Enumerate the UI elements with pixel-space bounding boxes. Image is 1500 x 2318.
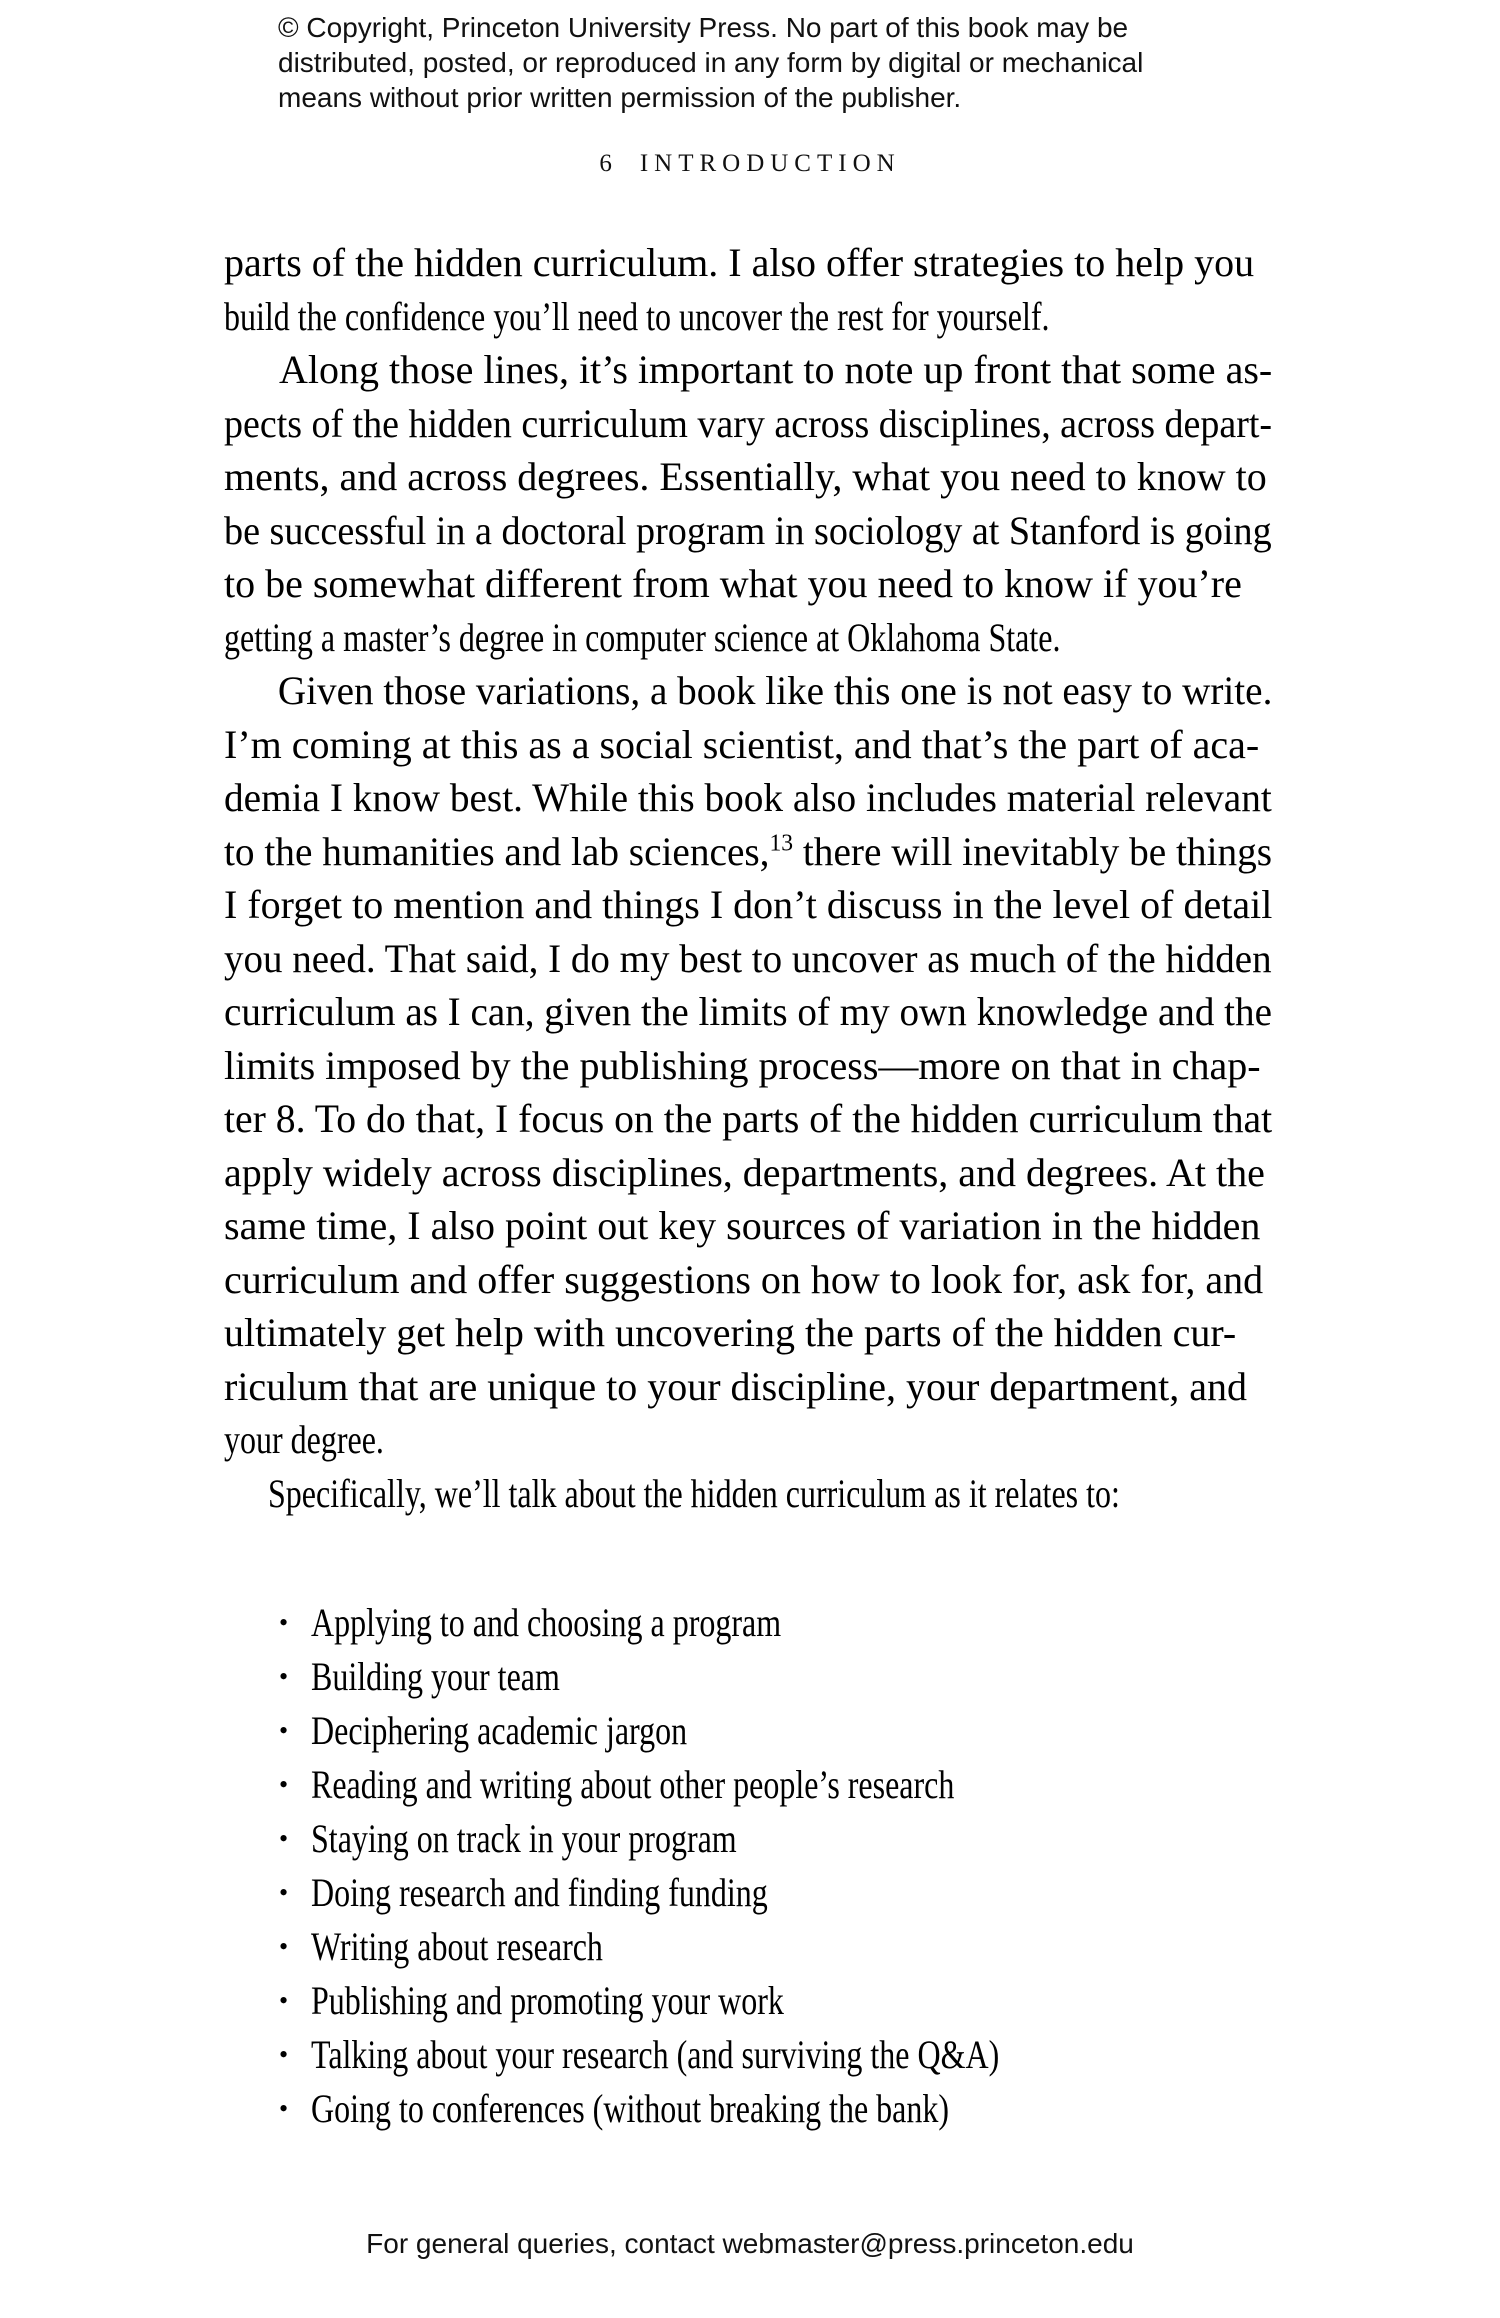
body-line: Specifically, we’ll talk about the hidden curriculum as it relates to:	[268, 1470, 1120, 1516]
bullet-icon: •	[279, 1878, 289, 1907]
topic-list	[224, 1596, 1272, 2136]
body-line: to be somewhat different from what you need to know if you’re	[224, 561, 1242, 606]
copyright-line: distributed, posted, or reproduced in any form by digital or mechanical	[278, 47, 1144, 78]
list-item-text: Doing research and finding funding	[311, 1870, 768, 1915]
footer-text: For general queries, contact webmaster@press.princeton.edu	[366, 2228, 1134, 2259]
body-line: your degree.	[224, 1417, 384, 1462]
body-line: I forget to mention and things I don’t discuss in the level of detail	[224, 882, 1273, 927]
bullet-icon: •	[279, 1608, 289, 1637]
body-line: I’m coming at this as a social scientist, and that’s the part of aca-	[224, 721, 1260, 767]
list-item-text: Applying to and choosing a program	[311, 1600, 782, 1645]
body-line: ments, and across degrees. Essentially, what you need to know to	[224, 454, 1267, 499]
body-line: curriculum and offer suggestions on how to look for, ask for, and	[224, 1256, 1264, 1302]
bullet-icon: •	[279, 1824, 289, 1853]
body-line: same time, I also point out key sources of variation in the hidden	[224, 1203, 1261, 1248]
body-line: apply widely across disciplines, departments, and degrees. At the	[224, 1149, 1265, 1195]
list-item	[224, 1650, 1272, 1704]
page-number: 6	[599, 150, 612, 177]
copyright-notice	[278, 10, 1143, 115]
bullet-icon: •	[279, 1932, 289, 1961]
body-line: Along those lines, it’s important to note up front that some as-	[279, 347, 1273, 392]
list-item-text: Going to conferences (without breaking the bank)	[311, 2086, 950, 2131]
body-line: riculum that are unique to your discipline, your department, and	[224, 1363, 1248, 1409]
bullet-icon: •	[279, 1770, 289, 1799]
list-item-text: Talking about your research (and surviving the Q&A)	[311, 2032, 1000, 2077]
list-item	[224, 1596, 1272, 1650]
body-text	[224, 236, 1272, 2136]
body-line-text: to the humanities and lab sciences,	[224, 828, 770, 874]
body-line: curriculum as I can, given the limits of my own knowledge and the	[224, 989, 1272, 1034]
list-item-text: Publishing and promoting your work	[311, 1978, 784, 2023]
list-item-text: Building your team	[311, 1654, 560, 1699]
list-item	[224, 2082, 1272, 2136]
body-line: Given those variations, a book like this one is not easy to write.	[277, 668, 1273, 713]
list-item-text: Writing about research	[311, 1924, 603, 1969]
footnote-reference: 13	[769, 830, 794, 857]
bullet-icon: •	[279, 1716, 289, 1745]
body-line: parts of the hidden curriculum. I also offer strategies to help you	[224, 240, 1255, 285]
list-item	[224, 2028, 1272, 2082]
list-item	[224, 1866, 1272, 1920]
footer-contact	[0, 2228, 1500, 2260]
running-header	[0, 150, 1500, 178]
body-line: be successful in a doctoral program in sociology at Stanford is going	[224, 507, 1272, 553]
list-item	[224, 1704, 1272, 1758]
list-item-text: Deciphering academic jargon	[311, 1708, 688, 1753]
list-item	[224, 1758, 1272, 1812]
body-line: ultimately get help with uncovering the parts of the hidden cur-	[224, 1310, 1237, 1355]
body-line: build the confidence you’ll need to uncover the rest for yourself.	[224, 293, 1050, 339]
body-line: you need. That said, I do my best to uncover as much of the hidden	[224, 935, 1272, 981]
bullet-icon: •	[279, 1662, 289, 1691]
body-line: pects of the hidden curriculum vary across disciplines, across depart-	[224, 400, 1273, 446]
list-item-text: Staying on track in your program	[311, 1816, 737, 1861]
body-line: demia I know best. While this book also includes material relevant	[224, 775, 1272, 820]
list-item	[224, 1920, 1272, 1974]
list-item	[224, 1812, 1272, 1866]
copyright-line: © Copyright, Princeton University Press. No part of this book may be	[278, 12, 1129, 43]
list-item	[224, 1974, 1272, 2028]
bullet-icon: •	[279, 2040, 289, 2069]
list-item-text: Reading and writing about other people’s research	[311, 1762, 955, 1807]
bullet-icon: •	[279, 2094, 289, 2123]
body-line-with-footnote	[224, 825, 1273, 879]
bullet-icon: •	[279, 1986, 289, 2015]
body-line: getting a master’s degree in computer science at Oklahoma State.	[224, 614, 1061, 660]
body-line: ter 8. To do that, I focus on the parts of the hidden curriculum that	[224, 1096, 1273, 1141]
body-line: limits imposed by the publishing process—more on that in chap-	[224, 1042, 1261, 1088]
body-line-text: there will inevitably be things	[793, 828, 1273, 874]
chapter-title: INTRODUCTION	[639, 150, 901, 177]
copyright-line: means without prior written permission of the publisher.	[278, 82, 962, 113]
